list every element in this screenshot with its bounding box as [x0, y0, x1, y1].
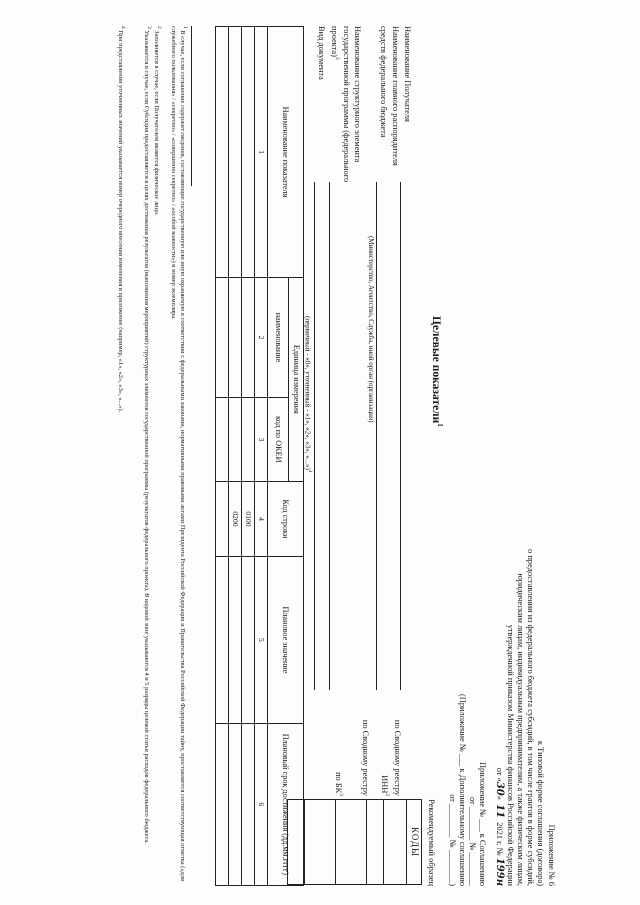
cell	[229, 278, 242, 398]
cell	[229, 557, 242, 723]
page-title	[429, 316, 444, 427]
footnote-3-text: Указывается в случае, если Субсидия предоставляется в целях достижения результатов (выполнения мероприятий) структурных элементов государственной программы (результатов федерального проекта). В кодовой зоне указываются 4 и 5 разряды целевой статьи расходов федерального бюджета.	[142, 30, 150, 844]
grbs-label-2: средств федерального бюджета	[379, 26, 388, 138]
cell	[242, 278, 255, 398]
row-code-0100: 0100	[242, 481, 255, 557]
appendix-label: Приложение № 6	[547, 824, 556, 886]
footnote-3-mark: 3	[146, 26, 152, 29]
th-row-code: Код строки	[268, 481, 304, 557]
grbs-label-1: Наименование главного распорядителя	[391, 26, 400, 166]
inn-text: ИНН	[380, 775, 390, 794]
col-num-3: 3	[255, 398, 268, 482]
bk-text: по БК	[334, 772, 344, 794]
cell	[242, 27, 255, 278]
th-indicator-name: Наименование показателя	[268, 27, 304, 278]
th-unit: Единица измерения	[289, 278, 304, 482]
cell	[216, 278, 229, 398]
footnote-4-text: При представлении уточненных значений указывается номер очередного внесения изменения в приложение (например, «1», «2», «3», «...»).	[116, 30, 124, 413]
doc-type-label: Вид документа	[317, 26, 326, 80]
footnote-1	[169, 26, 188, 886]
header-line-3: юридическим лицам, индивидуальным предпринимателям, а также физическим лицам,	[516, 573, 525, 886]
th-plan-value: Плановое значение	[268, 557, 304, 723]
handwritten-number: 199н	[494, 857, 505, 886]
recommended-sample: Рекомендуемый образец	[427, 799, 436, 886]
doc-hint-footnote: 4	[307, 469, 313, 473]
grbs-line	[376, 182, 377, 690]
cell	[216, 557, 229, 723]
footnote-4	[115, 26, 126, 886]
th-unit-name: наименование	[268, 278, 289, 398]
bk-footnote: 3	[338, 793, 344, 796]
col-num-4: 4	[255, 481, 268, 557]
doc-type-hint	[303, 316, 313, 473]
indicators-table	[215, 26, 304, 886]
cell	[242, 723, 255, 885]
bk-label	[333, 772, 344, 796]
row-code-0200: 0200	[229, 481, 242, 557]
registry-label-2: по Сводному реестру	[361, 719, 370, 796]
struct-line	[329, 182, 330, 690]
header-line-1: к Типовой форме соглашения (договора)	[536, 741, 545, 886]
code-cell	[367, 800, 384, 885]
cell	[216, 481, 229, 557]
title-text: Целевые показатели	[430, 316, 443, 424]
table-number-row	[255, 27, 268, 886]
code-cell	[305, 800, 336, 885]
recipient-line	[400, 182, 401, 690]
cell	[242, 398, 255, 482]
doc-hint-text: (первичный - «0», уточненный - «1», «2», «3», «...»)	[303, 316, 312, 470]
doc-type-line	[314, 182, 315, 690]
rotated-document	[102, 16, 562, 896]
handwritten-day: 30	[494, 781, 505, 796]
code-cell	[384, 800, 407, 885]
table-row	[216, 27, 229, 886]
cell	[216, 398, 229, 482]
footnote-2-mark: 2	[156, 26, 162, 29]
col-num-1: 1	[255, 27, 268, 278]
agreement-ref-4: от ________ № ________)	[448, 794, 457, 886]
codes-header: КОДЫ	[407, 800, 422, 885]
date-prefix: от «	[495, 767, 504, 782]
footnote-separator	[191, 26, 192, 186]
registry-label-1: по Сводному реестру	[393, 719, 402, 796]
table-row	[229, 27, 242, 886]
cell	[229, 27, 242, 278]
cell	[242, 557, 255, 723]
inn-label	[379, 775, 390, 796]
date-mid: »	[495, 795, 504, 800]
th-okei-code: код по ОКЕИ	[268, 398, 289, 482]
struct-text: проекта)	[330, 26, 340, 57]
header-line-4: утвержденной приказом Министерства финансов Российской Федерации	[506, 624, 515, 886]
agreement-ref-3: (Приложение № ___ к Дополнительному соглашению	[458, 693, 467, 886]
header-line-2: о предоставлении из федерального бюджета субсидий, в том числе грантов в форме субсидий,	[526, 549, 535, 886]
agreement-ref-2: от ________ № ________	[468, 796, 477, 886]
footnote-4-mark: 4	[120, 26, 126, 29]
order-date-line	[493, 768, 506, 886]
date-year: 2021 г. №	[495, 822, 504, 856]
struct-footnote: 3	[334, 56, 340, 60]
cell	[229, 398, 242, 482]
struct-label-2: государственной программы (федерального	[342, 26, 351, 183]
col-num-2: 2	[255, 278, 268, 398]
handwritten-month: 11	[494, 804, 505, 819]
footnote-2-text: Заполняется в случае, если Получателем является физическое лицо.	[152, 30, 160, 216]
inn-footnote: 2	[384, 793, 390, 796]
footnote-3	[141, 26, 152, 886]
footnote-1-mark: 1	[182, 26, 188, 29]
cell	[229, 723, 242, 885]
col-num-5: 5	[255, 557, 268, 723]
cell	[216, 723, 229, 885]
footnote-1-text: В случае, если соглашение содержит сведения, составляющие государственную или иную охраняемую в соответствии с федеральными законами, нормативными правовыми актами Президента Российской Федерации и Правительства Российской Федерации тайну, проставляется соответствующая отметка («для служебного пользования» / «секретно» / «совершенно секретно» / «особой важности») и номер экземпляра.	[170, 26, 186, 881]
table-row	[242, 27, 255, 886]
col-num-6: 6	[255, 723, 268, 885]
title-footnote: 1	[436, 423, 444, 427]
agreement-ref-1: Приложение № ___ к Соглашению	[478, 761, 487, 886]
recipient-label: Наименование Получателя	[403, 26, 412, 122]
code-cell	[336, 800, 367, 885]
th-deadline: Плановый срок достижения (дд.мм.гггг)	[268, 723, 304, 885]
codes-table	[287, 799, 422, 885]
cell	[216, 27, 229, 278]
footnote-2	[151, 26, 162, 886]
struct-label-3	[329, 26, 340, 60]
grbs-hint: (Министерство, Агентство, Служба, иной орган (организация)	[367, 236, 375, 423]
struct-label-1: Наименование структурного элемента	[353, 26, 362, 163]
